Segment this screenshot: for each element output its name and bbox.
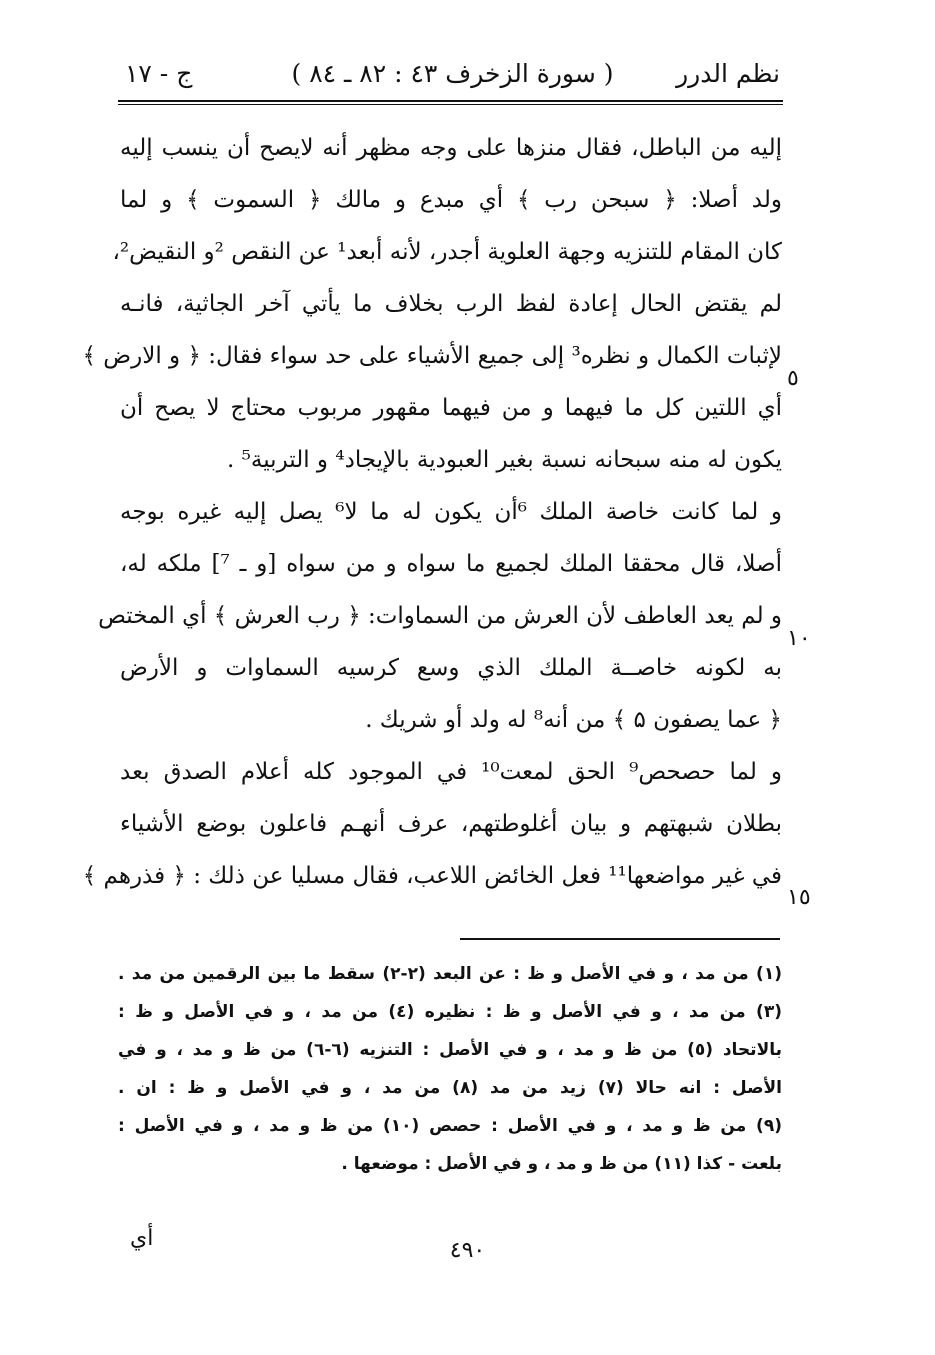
main-text <box>82 122 782 902</box>
text-line: به لكونه خاصــة الملك الذي وسع كرسيه السماوات و الأرض <box>120 655 782 681</box>
page-number: ٤٩٠ <box>449 1238 486 1263</box>
text-line: لإثبات الكمال و نظره³ إلى جميع الأشياء على حد سواء فقال: ﴿ و الارض ﴾ <box>82 343 782 369</box>
header-rule <box>118 100 783 102</box>
footnote-line: (١) من مد ، و في الأصل و ظ : عن البعد (٢-٢) سقط ما بين الرقمين من مد . <box>118 964 782 984</box>
footnotes <box>118 955 782 1183</box>
text-line: ﴿ عما يصفون ۵ ﴾ من أنه⁸ له ولد أو شريك . <box>365 707 782 733</box>
line-number-10: ١٠ <box>787 626 811 651</box>
text-line: بطلان شبهتهم و بيان أغلوطتهم، عرف أنهـم فاعلون بوضع الأشياء <box>120 811 782 837</box>
header-book-title: نظم الدرر <box>676 59 780 88</box>
footnote-line: (٩) من ظ و مد ، و في الأصل : حصص (١٠) من ظ و مد ، و في الأصل : <box>118 1116 782 1136</box>
footnote-line: الأصل : انه حالا (٧) زيد من مد (٨) من مد ، و في الأصل و ظ : ان . <box>118 1078 782 1098</box>
footnote-rule <box>460 938 780 940</box>
text-line: و لم يعد العاطف لأن العرش من السماوات: ﴿ رب العرش ﴾ أي المختص <box>98 603 782 629</box>
line-number-15: ١٥ <box>787 885 811 910</box>
footnote-line: بلعت - كذا (١١) من ظ و مد ، و في الأصل : موضعها . <box>341 1154 782 1174</box>
running-header <box>125 55 780 95</box>
text-line: أصلا، قال محققا الملك لجميع ما سواه و من سواه [و ـ ⁷] ملكه له، <box>120 551 782 577</box>
text-line: و لما حصحص⁹ الحق لمعت¹⁰ في الموجود كله أعلام الصدق بعد <box>120 759 782 785</box>
text-line: ولد أصلا: ﴿ سبحن رب ﴾ أي مبدع و مالك ﴿ السموت ﴾ و لما <box>120 187 782 213</box>
header-volume: ج - ١٧ <box>125 59 193 88</box>
footnote-line: بالاتحاد (٥) من ظ و مد ، و في الأصل : التنزيه (٦-٦) من ظ و مد ، و في <box>118 1040 782 1060</box>
text-line: إليه من الباطل، فقال منزها على وجه مظهر أنه لايصح أن ينسب إليه <box>120 135 782 161</box>
text-line: كان المقام للتنزيه وجهة العلوية أجدر، لأنه أبعد¹ عن النقص ²و النقيض²، <box>112 239 782 265</box>
header-surah-reference: ( سورة الزخرف ٤٣ : ٨٢ ـ ٨٤ ) <box>291 59 614 88</box>
text-line: في غير مواضعها¹¹ فعل الخائض اللاعب، فقال مسليا عن ذلك : ﴿ فذرهم ﴾ <box>82 863 782 889</box>
text-line: أي اللتين كل ما فيهما و من فيهما مقهور مربوب محتاج لا يصح أن <box>120 395 782 421</box>
text-line: يكون له منه سبحانه نسبة بغير العبودية بالإيجاد⁴ و التربية⁵ . <box>227 447 782 473</box>
text-line: و لما كانت خاصة الملك ⁶أن يكون له ما لا⁶ يصل إليه غيره بوجه <box>120 499 782 525</box>
line-number-5: ٥ <box>787 366 799 391</box>
text-line: لم يقتض الحال إعادة لفظ الرب بخلاف ما يأتي آخر الجاثية، فانـه <box>120 291 782 317</box>
footnote-line: (٣) من مد ، و في الأصل و ظ : نظيره (٤) من مد ، و في الأصل و ظ : <box>118 1002 782 1022</box>
catchword: أي <box>130 1226 154 1251</box>
header-rule-thin <box>118 104 783 105</box>
